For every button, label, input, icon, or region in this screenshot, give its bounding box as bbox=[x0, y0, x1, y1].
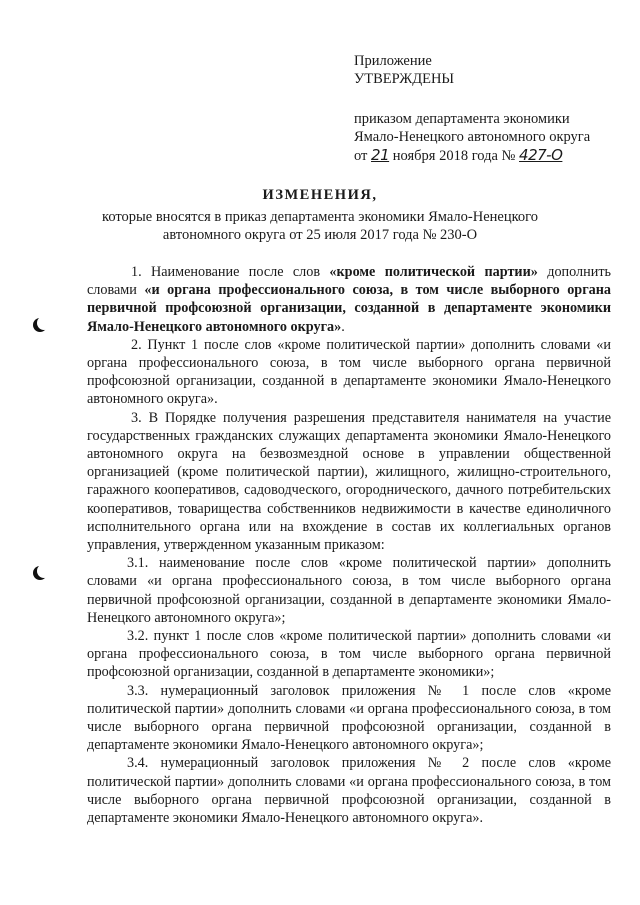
item-1-text-a: 1. Наименование после слов bbox=[131, 264, 330, 280]
punch-hole-mark bbox=[33, 566, 47, 580]
handwritten-day: 21 bbox=[371, 146, 390, 164]
approval-block bbox=[354, 52, 590, 165]
handwritten-order-number: 427-О bbox=[519, 146, 563, 164]
document-body bbox=[87, 263, 611, 827]
order-line-1: приказом департамента экономики bbox=[354, 111, 570, 127]
item-1-text-e: . bbox=[341, 318, 345, 335]
item-1 bbox=[87, 263, 611, 336]
title-heading: ИЗМЕНЕНИЯ, bbox=[262, 187, 378, 203]
date-prefix: от bbox=[354, 148, 368, 164]
order-date-line bbox=[354, 146, 590, 165]
title-subtitle-1: которые вносятся в приказ департамента экономики Ямало-Ненецкого bbox=[102, 209, 538, 225]
approved-label: УТВЕРЖДЕНЫ bbox=[354, 71, 455, 87]
item-2: 2. Пункт 1 после слов «кроме политической партии» дополнить словами «и органа профессионального союза, в том числе выборного органа первичной профсоюзной организации, созданной в департаменте экономики Ямало-Ненецкого автономного округа». bbox=[87, 336, 611, 408]
item-3-2: 3.2. пункт 1 после слов «кроме политической партии» дополнить словами «и органа профессионального союза, в том числе выборного органа первичной профсоюзной организации, созданной в департаменте экономики»; bbox=[87, 628, 611, 681]
document-title bbox=[0, 186, 640, 244]
title-subtitle-2: автономного округа от 25 июля 2017 года № 230-О bbox=[162, 227, 478, 243]
date-middle: ноября 2018 года № bbox=[392, 148, 516, 164]
item-1-quote-bold: «кроме политической партии» bbox=[329, 264, 538, 280]
item-1-insert-bold: «и органа профессионального союза, в том числе выборного органа первичной профсоюзной организации, созданной в департаменте экономики Ямало-Ненецкого автономного округа» bbox=[87, 282, 611, 335]
appendix-label: Приложение bbox=[354, 53, 432, 69]
item-3-1: 3.1. наименование после слов «кроме политической партии» дополнить словами «и органа профессионального союза, в том числе выборного органа первичной профсоюзной организации, созданной в департаменте экономики Ямало-Ненецкого автономного округа»; bbox=[87, 555, 611, 626]
item-3-4: 3.4. нумерационный заголовок приложения № 2 после слов «кроме политической партии» дополнить словами «и органа профессионального союза, в том числе выборного органа первичной профсоюзной организации, созданной в департаменте экономики Ямало-Ненецкого автономного округа». bbox=[87, 755, 611, 827]
punch-hole-mark bbox=[33, 318, 47, 332]
order-line-2: Ямало-Ненецкого автономного округа bbox=[354, 129, 591, 145]
item-3-3: 3.3. нумерационный заголовок приложения № 1 после слов «кроме политической партии» дополнить словами «и органа профессионального союза, в том числе выборного органа первичной профсоюзной организации, созданной в департаменте экономики Ямало-Ненецкого автономного округа»; bbox=[87, 682, 611, 754]
item-3: 3. В Порядке получения разрешения представителя нанимателя на участие государственных гражданских служащих департамента экономики Ямало-Ненецкого автономного округа на безвозмездной основе в управлении общественной организацией (кроме политической партии), жилищного, жилищно-строительного, гаражного кооперативов, садоводческого, огороднического, дачного потребительских кооперативов, товарищества собственников недвижимости в качестве единоличного исполнительного органа или на вхождение в состав их коллегиальных органов управления, утвержденном указанным приказом: bbox=[87, 409, 611, 554]
item-1-text-c: дополнить словами bbox=[87, 264, 611, 299]
